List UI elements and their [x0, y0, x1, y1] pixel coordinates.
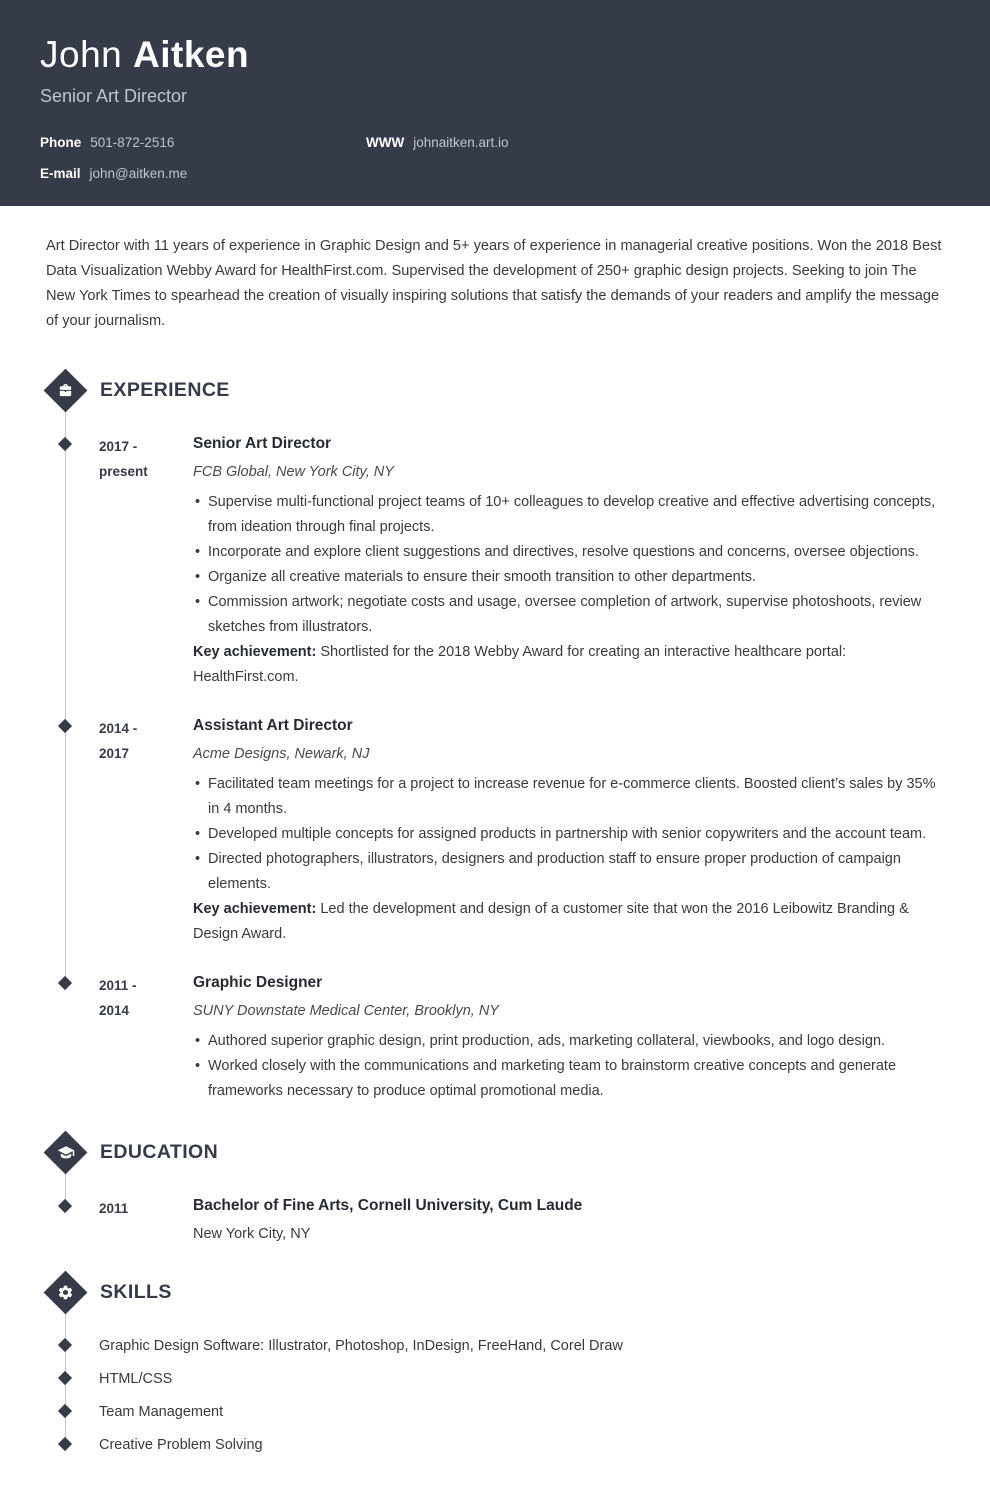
entry-bullet-list [193, 490, 944, 640]
timeline-diamond-marker [58, 436, 72, 450]
experience-entry [46, 973, 944, 1104]
timeline-diamond-marker [58, 1337, 72, 1351]
contact-info [40, 134, 950, 182]
entry-company: Acme Designs, Newark, NJ [193, 745, 370, 762]
candidate-name [40, 34, 950, 77]
gear-icon-glyph [50, 1277, 81, 1308]
www-label: WWW [366, 134, 405, 150]
entry-role: Graphic Designer [193, 973, 323, 991]
timeline-diamond-marker [58, 975, 72, 989]
experience-section [46, 368, 944, 1104]
entry-bullet: • Organize all creative materials to ensure their smooth transition to other departments. [193, 565, 944, 590]
skills-title: SKILLS [100, 1281, 172, 1304]
education-location: New York City, NY [193, 1225, 311, 1242]
entry-dates [99, 434, 193, 690]
entry-bullet: • Supervise multi-functional project teams of 10+ colleagues to develop creative and effective advertising concepts, from ideation through final projects. [193, 490, 944, 540]
entry-role: Assistant Art Director [193, 716, 353, 734]
phone-value: 501-872-2516 [90, 134, 175, 150]
graduation-cap-icon-glyph [50, 1137, 81, 1168]
skill-item [46, 1402, 944, 1422]
resume-body [0, 234, 990, 1508]
entry-date-end: 2014 [99, 1002, 130, 1018]
education-title: EDUCATION [100, 1141, 219, 1164]
entry-bullet: • Worked closely with the communications and marketing team to brainstorm creative concepts and generate frameworks necessary to produce optimal promotional media. [193, 1054, 944, 1104]
timeline-cell [46, 1369, 99, 1389]
key-achievement-label: Key achievement: [193, 900, 317, 917]
entry-date-start: 2017 - [99, 438, 138, 454]
skills-section [46, 1270, 944, 1455]
skill-item [46, 1435, 944, 1455]
contact-email [40, 165, 366, 182]
skill-label: HTML/CSS [99, 1370, 173, 1387]
entry-date-start: 2011 - [99, 977, 137, 993]
entry-bullet: • Authored superior graphic design, print production, ads, marketing collateral, viewbooks, and logo design. [193, 1029, 944, 1054]
key-achievement [193, 897, 944, 947]
gear-icon [44, 1271, 88, 1315]
entry-bullet: • Directed photographers, illustrators, designers and production staff to ensure proper production of campaign elements. [193, 847, 944, 897]
briefcase-icon-glyph [50, 375, 81, 406]
entry-dates [99, 716, 193, 947]
timeline-diamond-marker [58, 1403, 72, 1417]
skill-label: Graphic Design Software: Illustrator, Photoshop, InDesign, FreeHand, Corel Draw [99, 1337, 623, 1354]
entry-bullet: • Developed multiple concepts for assigned products in partnership with senior copywriters and the account team. [193, 822, 944, 847]
entry-date-start: 2014 - [99, 720, 138, 736]
email-label: E-mail [40, 165, 81, 181]
timeline-cell [46, 973, 99, 1104]
graduation-cap-icon [44, 1131, 88, 1175]
timeline-cell [46, 1435, 99, 1455]
skill-item [46, 1336, 944, 1356]
www-value: johnaitken.art.io [413, 134, 509, 150]
entry-role: Senior Art Director [193, 434, 332, 452]
timeline-cell [46, 434, 99, 690]
resume-header [0, 0, 990, 206]
education-body [193, 1196, 944, 1244]
education-date: 2011 [99, 1200, 129, 1216]
entry-date-end: present [99, 463, 148, 479]
entry-body [193, 716, 944, 947]
key-achievement-label: Key achievement: [193, 643, 317, 660]
entry-body [193, 973, 944, 1104]
email-value: john@aitken.me [89, 165, 188, 181]
professional-summary: Art Director with 11 years of experience in Graphic Design and 5+ years of experience in managerial creative positions. Won the 2018 Best Data Visualization Webby Award for HealthFirst.com. Supervised the development of 250+ graphic design projects. Seeking to join The New York Times to spearhead the creation of visually inspiring solutions that satisfy the demands of your readers and amplify the message of your journalism. [46, 237, 942, 329]
entry-company: FCB Global, New York City, NY [193, 463, 394, 480]
entry-date-end: 2017 [99, 745, 130, 761]
education-entry [46, 1196, 944, 1244]
timeline-diamond-marker [58, 1436, 72, 1450]
education-section-header [46, 1130, 944, 1176]
experience-title: EXPERIENCE [100, 379, 230, 402]
entry-dates [99, 973, 193, 1104]
skill-label: Creative Problem Solving [99, 1436, 263, 1453]
key-achievement-text: Shortlisted for the 2018 Webby Award for creating an interactive healthcare portal: HealthFirst.com. [193, 643, 847, 685]
key-achievement [193, 640, 944, 690]
entry-bullet: • Commission artwork; negotiate costs and usage, oversee completion of artwork, supervise photoshoots, review sketches from illustrators. [193, 590, 944, 640]
entry-bullet: • Incorporate and explore client suggestions and directives, resolve questions and concerns, oversee objections. [193, 540, 944, 565]
timeline-cell [46, 1336, 99, 1356]
key-achievement-text: Led the development and design of a customer site that won the 2016 Leibowitz Branding & Design Award. [193, 900, 909, 942]
experience-entry [46, 434, 944, 690]
skill-label: Team Management [99, 1403, 224, 1420]
skill-item [46, 1369, 944, 1389]
timeline-diamond-marker [58, 1198, 72, 1212]
entry-company: SUNY Downstate Medical Center, Brooklyn, NY [193, 1002, 499, 1019]
contact-www [366, 134, 950, 151]
experience-section-header [46, 368, 944, 414]
education-section [46, 1130, 944, 1244]
timeline-cell [46, 716, 99, 947]
timeline-cell [46, 1402, 99, 1422]
experience-entry [46, 716, 944, 947]
briefcase-icon [44, 369, 88, 413]
first-name: John [40, 34, 123, 75]
entry-bullet: • Facilitated team meetings for a project to increase revenue for e-commerce clients. Boosted client’s sales by 35% in 4 months. [193, 772, 944, 822]
education-degree: Bachelor of Fine Arts, Cornell University, Cum Laude [193, 1196, 583, 1214]
phone-label: Phone [40, 134, 82, 150]
entry-bullet-list [193, 1029, 944, 1104]
contact-phone [40, 134, 366, 151]
timeline-diamond-marker [58, 718, 72, 732]
skills-section-header [46, 1270, 944, 1316]
timeline-diamond-marker [58, 1370, 72, 1384]
entry-body [193, 434, 944, 690]
entry-bullet-list [193, 772, 944, 897]
last-name: Aitken [133, 34, 250, 75]
job-title: Senior Art Director [40, 85, 188, 106]
timeline-cell [46, 1196, 99, 1244]
